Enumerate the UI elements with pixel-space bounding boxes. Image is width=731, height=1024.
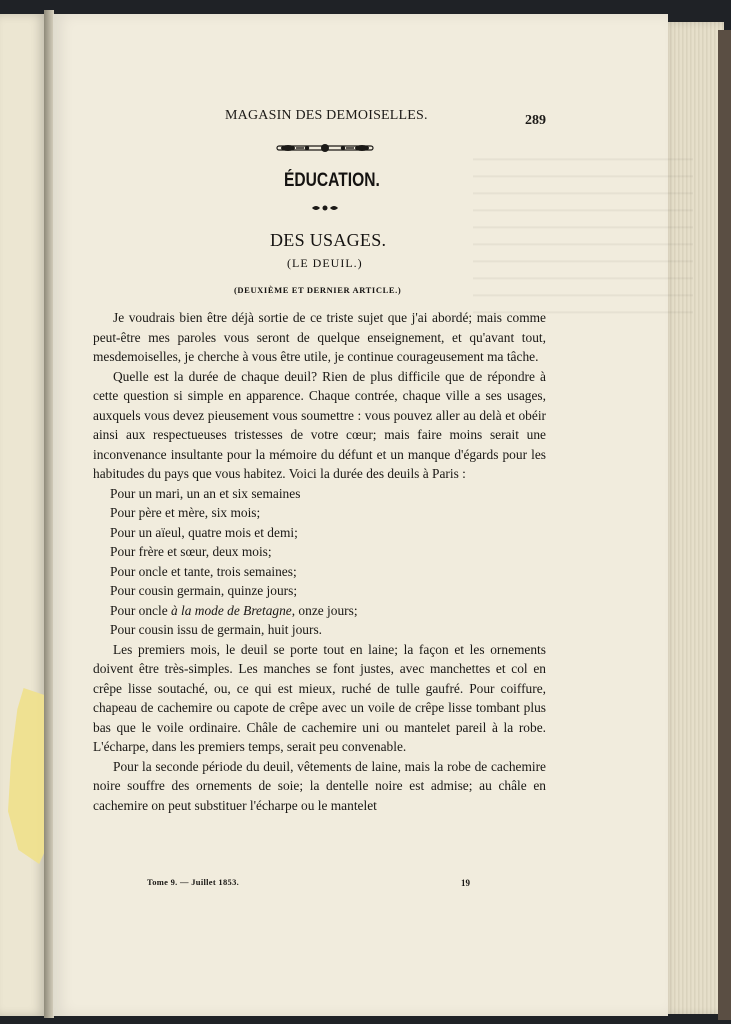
paragraph: Pour la seconde période du deuil, vêtements de laine, mais la robe de cachemire noire souffre des ornements de soie; la dentelle noire est admise; au châle en cachemire on peut substituer l'écharpe ou le mantelet <box>93 758 546 813</box>
article-subtitle: (LE DEUIL.) <box>287 256 363 270</box>
paragraph: Je voudrais bien être déjà sortie de ce triste sujet que j'ai abordé; mais comme peut-être mes paroles vous seront de quelque enseignement, et qu'avant tout, mesdemoiselles, je cherche à vous être utile, je continue courageusement ma tâche. <box>93 310 546 364</box>
page-number: 289 <box>525 113 546 128</box>
list-item: Pour oncle et tante, trois semaines; <box>110 563 297 579</box>
paragraph: Les premiers mois, le deuil se porte tout en laine; la façon et les ornements doivent être très-simples. Les manches se font justes, avec manchettes et col en crêpe lisse soutaché, ou, ce qui est mieux, ruché de tulle gaufré. Pour coiffure, chapeau de cachemire ou capote de crêpe avec un voile de crêpe lisse tombant plus bas que le voile ordinaire. Châle de cachemire uni ou mantelet pareil à la robe. L'écharpe, dans les premiers temps, serait peu convenable. <box>93 641 546 754</box>
article-note: (DEUXIÈME ET DERNIER ARTICLE.) <box>234 285 402 295</box>
list-item-text: Pour oncle <box>110 602 171 618</box>
list-item: Pour cousin issu de germain, huit jours. <box>110 622 323 637</box>
list-item: Pour père et mère, six mois; <box>110 505 261 520</box>
mourning-durations-list <box>93 484 546 640</box>
footer-volume-date: Tome 9. — Juillet 1853. <box>147 877 240 887</box>
section-title: ÉDUCATION. <box>284 170 380 191</box>
small-ornament-icon <box>310 203 340 213</box>
bleed-through <box>473 144 693 314</box>
facing-page-edge <box>0 14 46 1016</box>
list-item <box>93 601 546 621</box>
paragraph: Quelle est la durée de chaque deuil? Rien de plus difficile que de répondre à cette question si simple en apparence. Chaque contrée, chaque ville a ses usages, auxquels vous devez pieusement vous soumettre : vous pouvez aller au delà et obéir ainsi aux respectueuses tristesses de votre cœur; mais faire moins serait une inconvenance insultante pour la mémoire du défunt et un manque d'égards pour les habitudes du pays que vous habitez. Voici la durée des deuils à Paris : <box>93 368 546 481</box>
footer-signature: 19 <box>461 878 470 888</box>
article-title: DES USAGES. <box>270 230 387 250</box>
ornament-divider-icon <box>276 142 374 154</box>
list-item-italic: à la mode de Bretagne <box>171 602 292 618</box>
list-item: Pour un mari, un an et six semaines <box>110 485 301 501</box>
cover-edge <box>718 30 731 1020</box>
list-item: Pour frère et sœur, deux mois; <box>110 544 272 559</box>
running-head: MAGASIN DES DEMOISELLES. <box>225 108 428 123</box>
article-body <box>93 308 546 815</box>
list-item-text: , onze jours; <box>291 602 358 618</box>
list-item: Pour cousin germain, quinze jours; <box>110 583 298 598</box>
list-item: Pour un aïeul, quatre mois et demi; <box>110 524 298 540</box>
